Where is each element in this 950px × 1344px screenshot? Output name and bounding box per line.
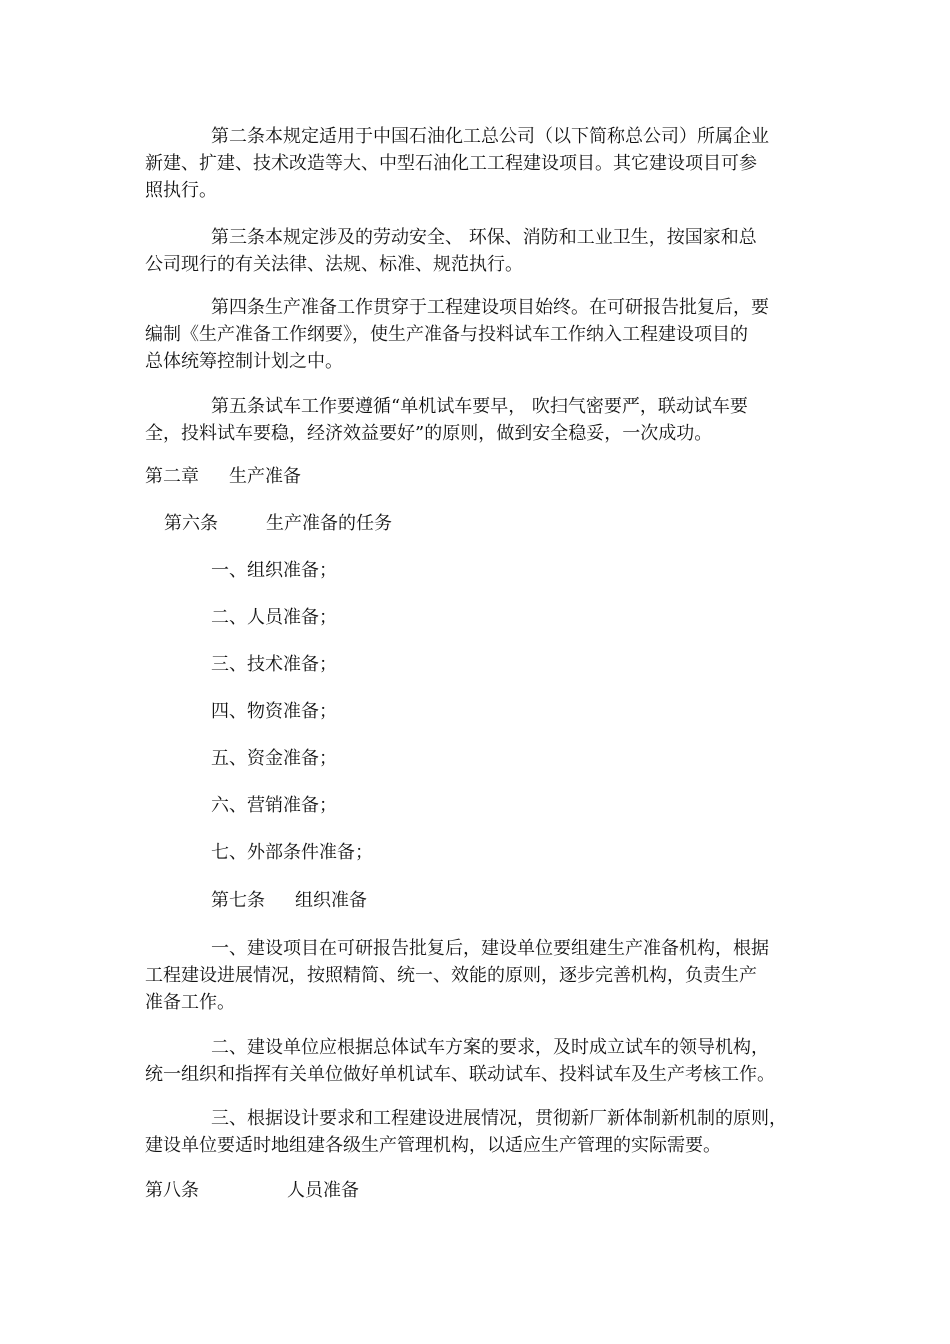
- text-line: 工程建设进展情况，按照精简、统一、效能的原则，逐步完善机构，负责生产: [145, 965, 757, 986]
- article-4-paragraph: [145, 294, 810, 375]
- article-title: 人员准备: [287, 1180, 359, 1201]
- text-line: 新建、扩建、技术改造等大、中型石油化工工程建设项目。其它建设项目可参: [145, 153, 757, 174]
- article-8-heading: [145, 1177, 810, 1204]
- article-5-paragraph: [145, 393, 810, 447]
- text-line: 编制《生产准备工作纲要》，使生产准备与投料试车工作纳入工程建设项目的: [145, 324, 748, 345]
- list-item: 六、营销准备；: [211, 795, 337, 816]
- text-line: 第四条生产准备工作贯穿于工程建设项目始终。在可研报告批复后，要: [211, 297, 769, 318]
- text-line: 总体统筹控制计划之中。: [145, 351, 343, 372]
- article-6-heading: [145, 510, 829, 537]
- article-7-item-2: [145, 1034, 810, 1088]
- list-item: 五、资金准备；: [211, 748, 337, 769]
- text-line: 三、根据设计要求和工程建设进展情况，贯彻新厂新体制新机制的原则，: [211, 1108, 787, 1129]
- text-line: 第三条本规定涉及的劳动安全、 环保、消防和工业卫生，按国家和总: [211, 227, 757, 248]
- text-line: 一、建设项目在可研报告批复后，建设单位要组建生产准备机构，根据: [211, 938, 769, 959]
- text-line: 建设单位要适时地组建各级生产管理机构，以适应生产管理的实际需要。: [145, 1135, 721, 1156]
- chapter-title: 生产准备: [229, 466, 301, 487]
- task-list: [211, 557, 771, 886]
- article-title: 组织准备: [295, 890, 367, 911]
- text-line: 第五条试车工作要遵循“单机试车要早， 吹扫气密要严，联动试车要: [211, 396, 748, 417]
- article-7-heading: [211, 887, 771, 914]
- list-item: 四、物资准备；: [211, 701, 337, 722]
- list-item: 二、人员准备；: [211, 607, 337, 628]
- text-line: 第二条本规定适用于中国石油化工总公司（以下简称总公司）所属企业: [211, 126, 769, 147]
- chapter-heading: [145, 463, 810, 490]
- article-number: 第七条: [211, 890, 265, 911]
- list-item: 七、外部条件准备；: [211, 842, 373, 863]
- article-2-paragraph: [145, 123, 810, 204]
- article-7-item-3: [145, 1105, 810, 1159]
- list-item: 三、技术准备；: [211, 654, 337, 675]
- article-3-paragraph: [145, 224, 810, 278]
- text-line: 全，投料试车要稳，经济效益要好”的原则，做到安全稳妥，一次成功。: [145, 423, 713, 444]
- article-number: 第八条: [145, 1180, 199, 1201]
- text-line: 统一组织和指挥有关单位做好单机试车、联动试车、投料试车及生产考核工作。: [145, 1064, 775, 1085]
- article-7-item-1: [145, 935, 810, 1016]
- list-item: 一、组织准备；: [211, 560, 337, 581]
- article-title: 生产准备的任务: [266, 513, 392, 534]
- chapter-number: 第二章: [145, 466, 199, 487]
- article-number: 第六条: [164, 513, 218, 534]
- text-line: 准备工作。: [145, 992, 235, 1013]
- text-line: 照执行。: [145, 180, 217, 201]
- text-line: 二、建设单位应根据总体试车方案的要求，及时成立试车的领导机构，: [211, 1037, 769, 1058]
- text-line: 公司现行的有关法律、法规、标准、规范执行。: [145, 254, 523, 275]
